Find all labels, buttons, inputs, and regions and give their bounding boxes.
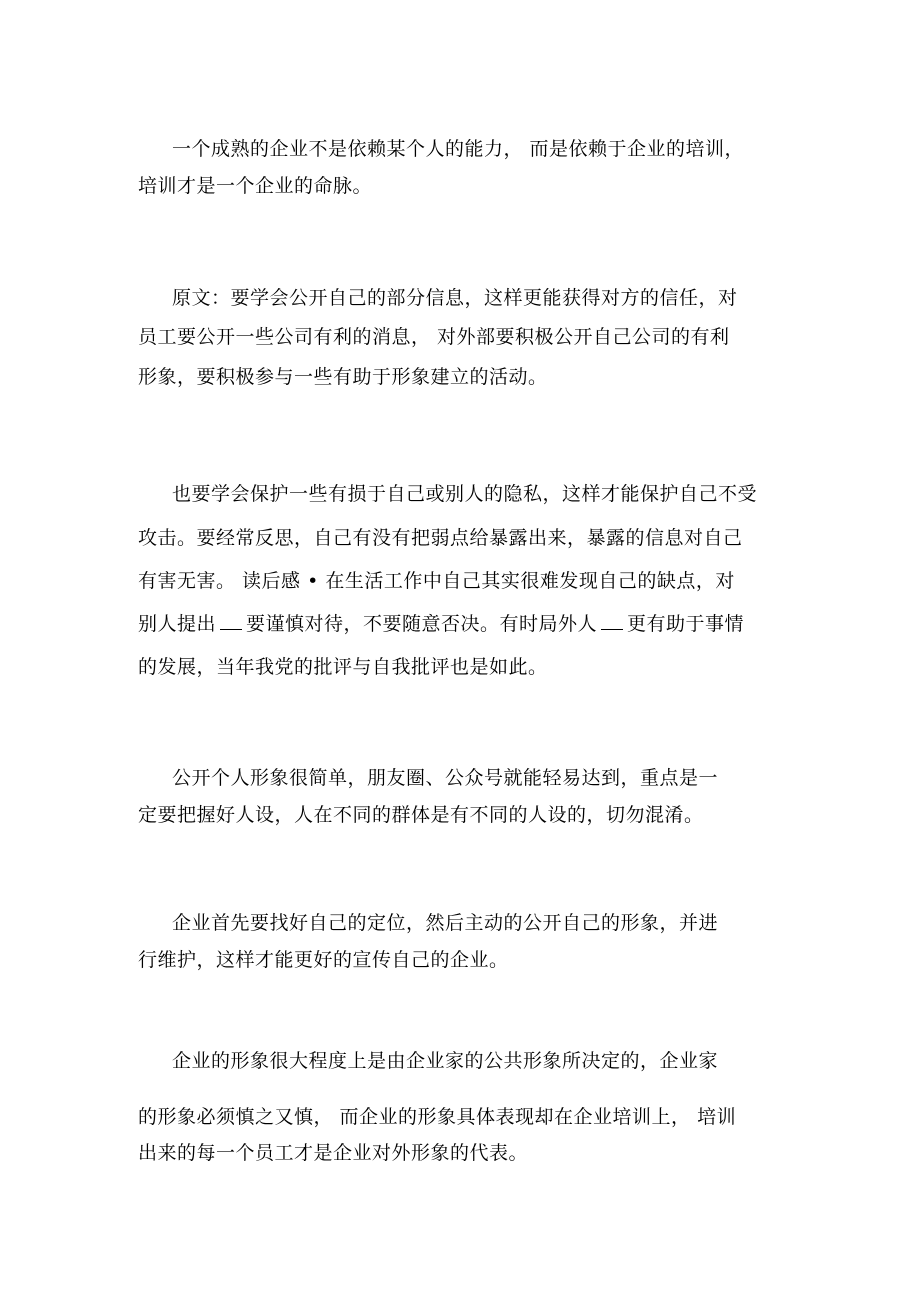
paragraph-2-line-1: 原文：要学会公开自己的部分信息，这样更能获得对方的信任，对: [172, 287, 738, 309]
paragraph-3-line-2: 攻击。要经常反思，自己有没有把弱点给暴露出来，暴露的信息对自己: [138, 527, 743, 549]
paragraph-4-line-1: 公开个人形象很简单，朋友圈、公众号就能轻易达到，重点是一: [172, 767, 719, 789]
paragraph-3-line-5: 的发展，当年我党的批评与自我批评也是如此。: [138, 656, 548, 678]
paragraph-1-line-2: 培训才是一个企业的命脉。: [138, 175, 373, 197]
paragraph-1-line-1: 一个成熟的企业不是依赖某个人的能力， 而是依赖于企业的培训，: [172, 138, 745, 160]
paragraph-2-line-2: 员工要公开一些公司有利的消息， 对外部要积极公开自己公司的有利: [138, 326, 730, 348]
paragraph-2-line-3: 形象，要积极参与一些有助于形象建立的活动。: [138, 366, 548, 388]
paragraph-5-line-1: 企业首先要找好自己的定位，然后主动的公开自己的形象，并进: [172, 912, 719, 934]
line-4-part-c: 更有助于事情: [627, 613, 745, 635]
paragraph-6-line-2: 的形象必须慎之又慎， 而企业的形象具体表现却在企业培训上， 培训: [138, 1106, 737, 1128]
line-4-part-a: 别人提出: [138, 613, 217, 635]
paragraph-3-line-1: 也要学会保护一些有损于自己或别人的隐私，这样才能保护自己不受: [172, 483, 758, 505]
line-4-part-b: 要谨慎对待，不要随意否决。有时局外人: [246, 613, 598, 635]
blank-underline-2: [601, 613, 623, 630]
paragraph-5-line-2: 行维护，这样才能更好的宣传自己的企业。: [138, 949, 509, 971]
paragraph-3-line-4: [138, 612, 744, 636]
paragraph-3-line-3: 有害无害。 读后感 • 在生活工作中自己其实很难发现自己的缺点，对: [138, 570, 735, 592]
paragraph-6-line-1: 企业的形象很大程度上是由企业家的公共形象所决定的，企业家: [172, 1050, 719, 1072]
paragraph-6-line-3: 出来的每一个员工才是企业对外形象的代表。: [138, 1142, 529, 1164]
blank-underline-1: [220, 613, 242, 630]
paragraph-4-line-2: 定要把握好人设，人在不同的群体是有不同的人设的，切勿混淆。: [138, 804, 704, 826]
